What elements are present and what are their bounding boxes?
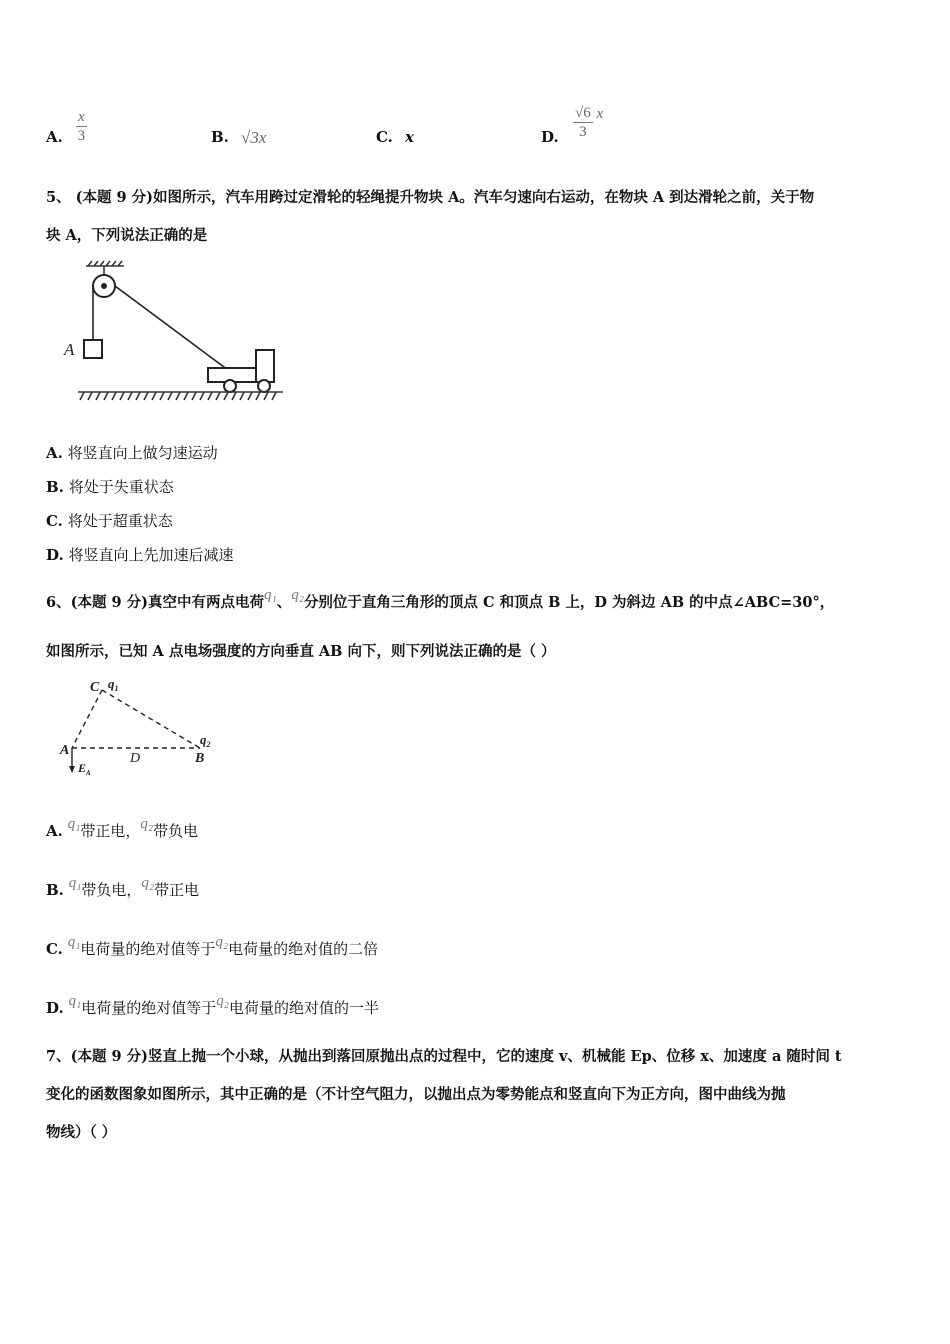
q5-option-c-label: C. [46, 512, 63, 530]
q6-option-c-end: 电荷量的绝对值的二倍 [228, 940, 379, 958]
q6-figure-triangle [50, 674, 230, 780]
q4-option-b-label: B. [211, 128, 229, 146]
block-a [84, 340, 102, 358]
q5-option-d[interactable] [46, 544, 234, 565]
q5-option-b[interactable] [46, 476, 174, 497]
vertex-b-label: B [195, 751, 205, 766]
q6-q1-symbol: q₁ [264, 587, 277, 603]
triangle-dashed-edges [72, 690, 200, 748]
charge-q1-label: $q_1$ [108, 676, 119, 693]
q5-option-a-label: A. [46, 444, 63, 462]
ground-hatch [78, 392, 283, 400]
truck [208, 350, 274, 392]
q7-stem-line2: 变化的函数图象如图所示，其中正确的是（不计空气阻力，以抛出点为零势能点和竖直向下为正方向，图中曲线为抛 [46, 1086, 786, 1103]
q6-stem-line1 [46, 587, 835, 612]
q6-option-a[interactable] [46, 816, 199, 841]
q5-figure-truck-pulley [58, 258, 288, 408]
q6-option-b-mid: 带负电， [81, 881, 142, 899]
q6-option-d[interactable] [46, 993, 379, 1018]
vertex-c-label: C [90, 680, 100, 695]
q4-option-c-math: x [405, 128, 414, 146]
q6-option-b-end: 带正电 [154, 881, 200, 899]
q6-option-d-q1: q₁ [68, 993, 82, 1009]
q5-option-a[interactable] [46, 442, 218, 463]
q5-stem-line1: 5、 (本题 9 分)如图所示，汽车用跨过定滑轮的轻绳提升物块 A。汽车匀速向右运动，在物块 A 到达滑轮之前，关于物 [46, 189, 815, 206]
q5-stem-line2: 块 A，下列说法正确的是 [46, 227, 208, 244]
q6-option-b[interactable] [46, 875, 200, 900]
q4-option-d-fraction [573, 104, 603, 141]
q6-stem-line2: 如图所示，已知 A 点电场强度的方向垂直 AB 向下，则下列说法正确的是（ ） [46, 643, 556, 660]
q6-option-a-q2: q₂ [140, 816, 154, 832]
q7-stem-line1: 7、(本题 9 分)竖直上抛一个小球，从抛出到落回原抛出点的过程中，它的速度 v、机械能 Ep、位移 x、加速度 a 随时间 t [46, 1048, 842, 1065]
q6-option-b-label: B. [46, 881, 64, 899]
q5-option-d-label: D. [46, 546, 64, 564]
q6-option-d-end: 电荷量的绝对值的一半 [228, 999, 379, 1017]
field-arrowhead [69, 766, 75, 773]
q6-option-a-label: A. [46, 822, 63, 840]
q4-option-d-tail: x [596, 105, 604, 122]
q5-option-b-label: B. [46, 478, 64, 496]
q4-option-a-fraction [76, 108, 87, 145]
q4-option-d-numerator: √6 [575, 105, 591, 121]
q7-stem-line3: 物线）（ ） [46, 1124, 117, 1141]
q6-option-a-end: 带负电 [153, 822, 199, 840]
q6-option-d-mid: 电荷量的绝对值等于 [81, 999, 217, 1017]
q5-option-c-text: 将处于超重状态 [67, 512, 173, 530]
q6-option-a-mid: 带正电， [80, 822, 141, 840]
q5-option-c[interactable] [46, 510, 173, 531]
ceiling-hatch [86, 261, 124, 276]
q6-option-c-q2: q₂ [215, 934, 229, 950]
q4-option-a-numerator: x [78, 109, 85, 125]
q4-option-a-denominator: 3 [77, 128, 86, 144]
q4-option-d-denominator: 3 [579, 124, 587, 140]
q6-option-d-q2: q₂ [216, 993, 229, 1009]
q4-option-c-label: C. [376, 128, 393, 146]
midpoint-d-label: D [130, 751, 141, 766]
q6-stem-line1-b: 分别位于直角三角形的顶点 C 和顶点 B 上，D 为斜边 AB 的中点∠ABC=30°， [303, 594, 835, 611]
charge-q2-label: $q_2$ [200, 732, 211, 749]
q4-option-b-math: √3x [241, 128, 267, 147]
q6-option-c-mid: 电荷量的绝对值等于 [80, 940, 216, 958]
q6-option-c[interactable] [46, 934, 379, 959]
q6-stem-sep: 、 [276, 594, 292, 611]
rope-diagonal [115, 286, 228, 370]
vertex-a-label: A [60, 743, 70, 758]
q6-stem-line1-a: 6、(本题 9 分)真空中有两点电荷 [46, 594, 264, 611]
q6-option-c-q1: q₁ [67, 934, 81, 950]
q6-option-d-label: D. [46, 999, 64, 1017]
q5-option-d-text: 将竖直向上先加速后减速 [68, 546, 234, 564]
q6-option-b-q1: q₁ [68, 875, 82, 891]
q5-option-b-text: 将处于失重状态 [68, 478, 174, 496]
q5-option-a-text: 将竖直向上做匀速运动 [67, 444, 218, 462]
q4-option-a-label: A. [46, 128, 63, 146]
q6-q2-symbol: q₂ [291, 587, 304, 603]
q6-option-a-q1: q₁ [67, 816, 81, 832]
pulley-axle [101, 283, 107, 289]
q6-option-c-label: C. [46, 940, 63, 958]
field-ea-label: $E_A$ [78, 761, 91, 777]
q4-option-d-label: D. [541, 128, 559, 146]
q6-option-b-q2: q₂ [141, 875, 155, 891]
block-a-label: A [64, 340, 75, 359]
